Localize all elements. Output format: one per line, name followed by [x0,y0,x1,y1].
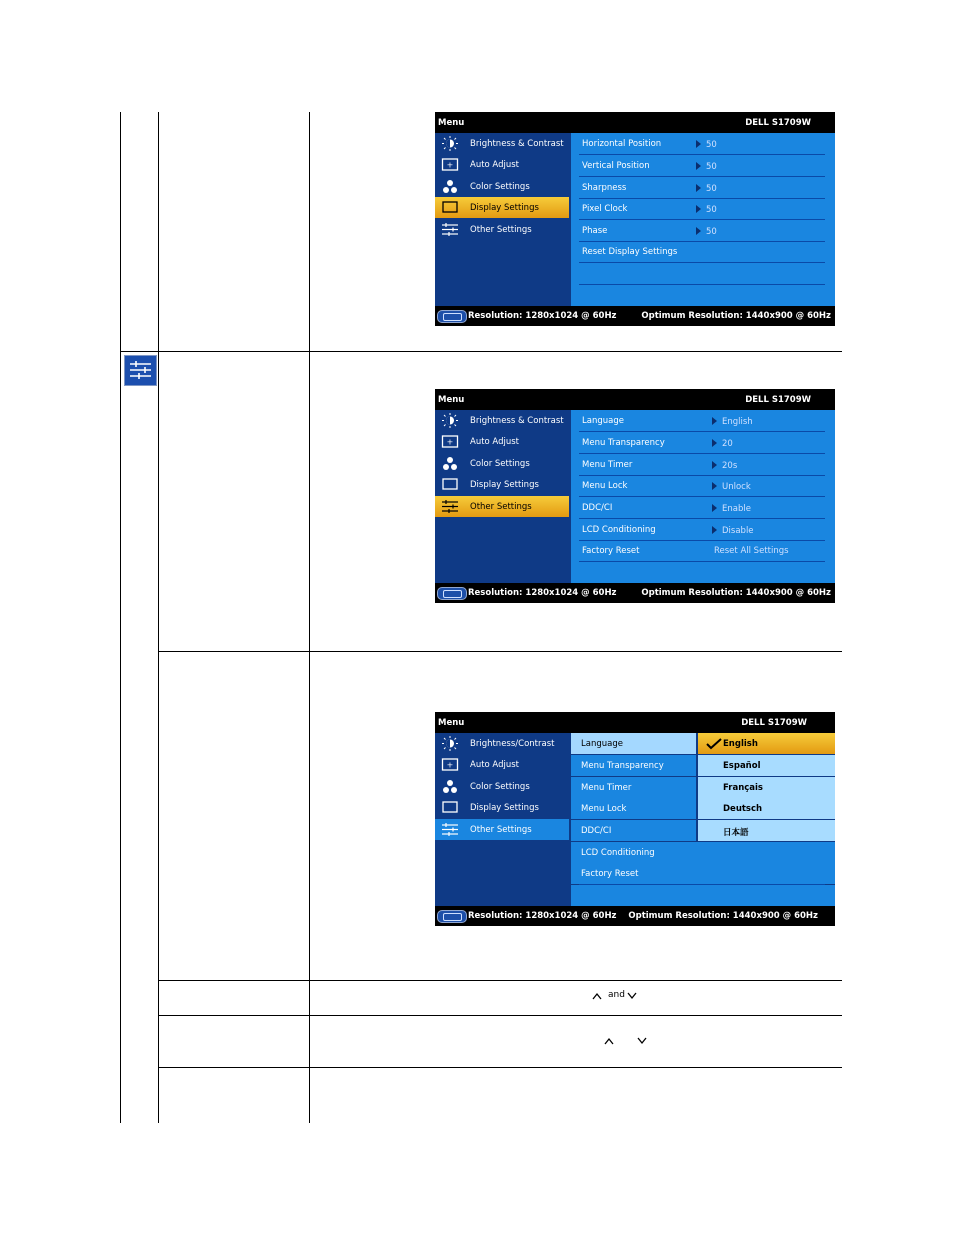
submenu-reset-display-settings[interactable] [579,241,825,263]
submenu-label: DDC/CI [582,503,613,513]
current-resolution: Resolution: 1280x1024 @ 60Hz [468,588,617,598]
submenu-label: Sharpness [582,183,627,193]
menu-item-other-settings[interactable] [435,496,569,517]
display-settings-icon [441,477,459,492]
optimum-resolution: Optimum Resolution: 1440x900 @ 60Hz [628,911,818,921]
submenu-label: Factory Reset [582,546,640,556]
menu-item-label: Other Settings [470,225,532,235]
submenu-phase[interactable] [579,220,825,242]
menu-item-label: Auto Adjust [470,760,520,770]
menu-item-label: Brightness & Contrast [470,139,564,149]
osd-titlebar [435,389,835,410]
row-divider [158,1067,842,1068]
display-settings-icon [441,200,459,215]
arrow-right-icon [712,526,717,534]
submenu-sharpness[interactable] [579,177,825,199]
submenu-empty-row [571,885,835,906]
optimum-resolution: Optimum Resolution: 1440x900 @ 60Hz [641,311,831,321]
submenu-value: 50 [706,227,717,237]
brightness-icon [441,413,459,428]
chevron-down-icon [637,1037,647,1045]
submenu-label: Menu Transparency [582,438,665,448]
menu-item-brightness-contrast[interactable] [435,410,569,431]
other-settings-icon [441,222,459,237]
language-label: 日本語 [723,828,749,838]
menu-item-auto-adjust[interactable] [435,431,569,452]
color-settings-icon [441,779,459,794]
row-divider [158,1015,842,1016]
submenu-factory-reset[interactable] [579,540,825,562]
arrow-right-icon [712,439,717,447]
submenu-label: Pixel Clock [582,204,628,214]
other-settings-icon [124,355,157,386]
submenu-empty-row [579,263,825,285]
arrow-right-icon [712,482,717,490]
submenu-value: 50 [706,140,717,150]
brightness-icon [441,736,459,751]
osd-titlebar [435,712,835,733]
language-option-english[interactable] [698,733,835,754]
submenu-label: Language [581,739,623,749]
arrow-right-icon [712,417,717,425]
menu-item-label: Brightness & Contrast [470,416,564,426]
arrow-right-icon [712,461,717,469]
language-option-francais[interactable] [698,777,835,798]
submenu-language[interactable] [579,410,825,432]
display-settings-icon [441,800,459,815]
osd-model-name: DELL S1709W [745,395,811,405]
submenu-label: Menu Lock [581,804,627,814]
menu-item-label: Display Settings [470,203,539,213]
submenu-label: Menu Timer [581,783,632,793]
submenu-value: Unlock [722,482,751,492]
auto-adjust-icon [441,757,459,772]
menu-item-label: Color Settings [470,182,530,192]
arrow-right-icon [712,504,717,512]
osd-display-settings [435,112,835,326]
language-option-deutsch[interactable] [698,798,835,819]
submenu-horizontal-position[interactable] [579,133,825,155]
submenu-lcd-conditioning[interactable] [579,519,825,541]
current-resolution: Resolution: 1280x1024 @ 60Hz [468,911,617,921]
row-divider [158,980,842,981]
arrow-right-icon [696,227,701,235]
osd-menu-title: Menu [438,718,465,728]
submenu-value: English [722,417,753,427]
submenu-value: Reset All Settings [714,546,789,556]
submenu-menu-timer[interactable] [571,777,696,798]
menu-item-label: Other Settings [470,825,532,835]
menu-item-other-settings[interactable] [435,819,569,840]
submenu-value: 50 [706,162,717,172]
submenu-menu-transparency[interactable] [579,432,825,454]
row-divider [158,651,842,652]
submenu-label: Menu Timer [582,460,633,470]
submenu-label: Reset Display Settings [582,247,678,257]
submenu-vertical-position[interactable] [579,155,825,177]
checkmark-icon [706,738,722,750]
menu-item-brightness-contrast[interactable] [435,133,569,154]
vga-connector-icon [437,587,467,600]
submenu-label: Menu Lock [582,481,628,491]
menu-item-display-settings[interactable] [435,797,569,818]
menu-item-color-settings[interactable] [435,776,569,797]
chevron-up-icon [592,992,602,1000]
osd-submenu [571,410,835,583]
menu-item-brightness-contrast[interactable] [435,733,569,754]
menu-item-label: Auto Adjust [470,160,520,170]
menu-item-label: Other Settings [470,502,532,512]
menu-item-label: Auto Adjust [470,437,520,447]
arrow-right-icon [696,162,701,170]
vga-connector-icon [437,310,467,323]
submenu-label: Horizontal Position [582,139,662,149]
arrow-right-icon [696,205,701,213]
submenu-value: Disable [722,526,754,536]
language-label: Deutsch [723,804,763,814]
osd-menu-title: Menu [438,118,465,128]
submenu-label: Vertical Position [582,161,650,171]
menu-item-auto-adjust[interactable] [435,754,569,775]
svg-text:+: + [446,437,454,447]
submenu-value: 20 [722,439,733,449]
current-resolution: Resolution: 1280x1024 @ 60Hz [468,311,617,321]
auto-adjust-icon [441,157,459,172]
menu-item-label: Display Settings [470,803,539,813]
color-settings-icon [441,456,459,471]
submenu-lcd-conditioning[interactable] [571,842,835,863]
arrow-right-icon [696,140,701,148]
menu-item-color-settings[interactable] [435,453,569,474]
menu-item-display-settings[interactable] [435,474,569,495]
submenu-value: 50 [706,184,717,194]
menu-item-other-settings[interactable] [435,219,569,240]
chevron-down-icon [627,992,637,1000]
submenu-label: Factory Reset [581,869,639,879]
other-settings-icon [441,499,459,514]
row-divider [120,351,842,352]
table-border-col2 [309,112,310,1123]
submenu-factory-reset[interactable] [571,863,835,884]
vga-connector-icon [437,910,467,923]
osd-model-name: DELL S1709W [741,718,807,728]
osd-footer [435,906,835,926]
osd-titlebar [435,112,835,133]
arrow-right-icon [696,184,701,192]
menu-item-label: Display Settings [470,480,539,490]
submenu-label: Menu Transparency [581,761,664,771]
menu-item-label: Color Settings [470,459,530,469]
osd-menu-title: Menu [438,395,465,405]
osd-language-menu [435,712,835,926]
submenu-label: DDC/CI [581,826,612,836]
submenu-menu-lock[interactable] [571,798,696,819]
svg-text:+: + [446,760,454,770]
submenu-value: Enable [722,504,751,514]
submenu-value: 20s [722,461,738,471]
submenu-label: LCD Conditioning [582,525,656,535]
submenu-ddc-ci[interactable] [579,497,825,519]
brightness-icon [441,136,459,151]
language-option-espanol[interactable] [698,755,835,776]
osd-footer [435,583,835,603]
menu-item-label: Brightness/Contrast [470,739,555,749]
svg-text:+: + [446,160,454,170]
nav-and-text: and [608,990,625,1000]
osd-other-settings [435,389,835,603]
submenu-language[interactable] [571,733,696,754]
menu-item-display-settings[interactable] [435,197,569,218]
language-label: English [723,739,758,749]
other-settings-icon [441,822,459,837]
language-label: Français [723,783,763,793]
submenu-label: Phase [582,226,608,236]
optimum-resolution: Optimum Resolution: 1440x900 @ 60Hz [641,588,831,598]
submenu-pixel-clock[interactable] [579,198,825,220]
language-option-japanese[interactable] [698,820,835,841]
submenu-menu-transparency[interactable] [571,755,696,776]
language-label: Español [723,761,761,771]
table-border-col1 [158,112,159,1123]
menu-item-color-settings[interactable] [435,176,569,197]
osd-model-name: DELL S1709W [745,118,811,128]
auto-adjust-icon [441,434,459,449]
submenu-label: Language [582,416,624,426]
submenu-menu-timer[interactable] [579,454,825,476]
chevron-up-icon [604,1037,614,1045]
osd-footer [435,306,835,326]
submenu-label: LCD Conditioning [581,848,655,858]
color-settings-icon [441,179,459,194]
table-border-left [120,112,121,1123]
submenu-menu-lock[interactable] [579,475,825,497]
submenu-value: 50 [706,205,717,215]
menu-item-auto-adjust[interactable] [435,154,569,175]
osd-submenu [571,133,835,306]
submenu-ddc-ci[interactable] [571,820,696,841]
menu-item-label: Color Settings [470,782,530,792]
